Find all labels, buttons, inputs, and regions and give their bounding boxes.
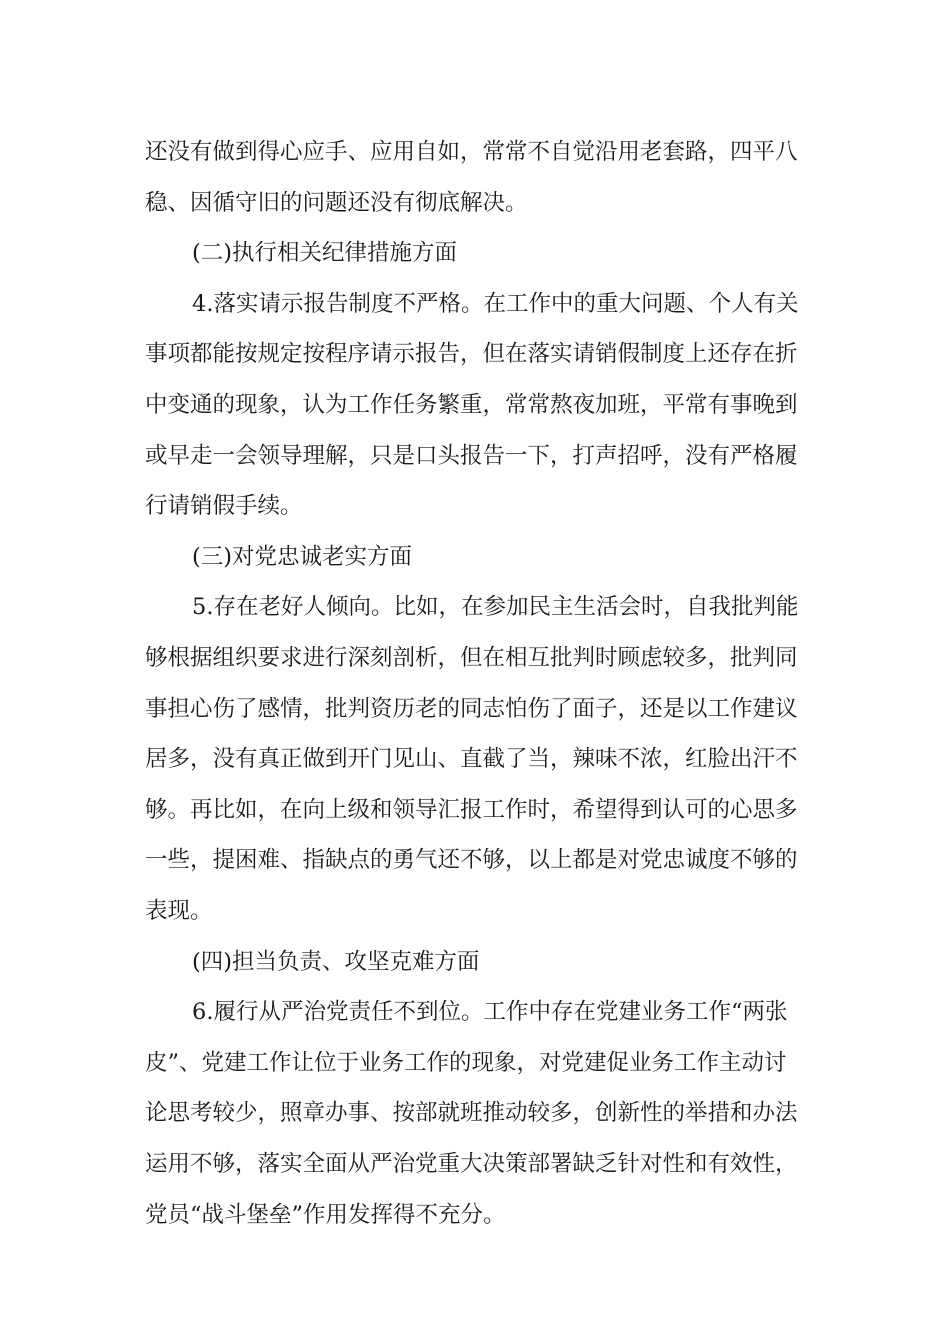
text-line: 行请销假手续。 [145, 493, 303, 519]
text-line: 还没有做到得心应手、应用自如，常常不自觉沿用老套路，四平八 [145, 139, 798, 165]
text-line: 够根据组织要求进行深刻剖析，但在相互批判时顾虑较多，批判同 [145, 645, 798, 671]
text-line: 中变通的现象，认为工作任务繁重，常常熬夜加班，平常有事晚到 [145, 392, 798, 418]
text-line: 4.落实请示报告制度不严格。在工作中的重大问题、个人有关 [192, 291, 799, 317]
text-line: (四)担当负责、攻坚克难方面 [192, 949, 480, 975]
text-line: 论思考较少，照章办事、按部就班推动较多，创新性的举措和办法 [145, 1100, 798, 1126]
text-line: 或早走一会领导理解，只是口头报告一下，打声招呼，没有严格履 [145, 443, 798, 469]
text-line: (二)执行相关纪律措施方面 [192, 240, 458, 266]
text-line: 皮”、党建工作让位于业务工作的现象，对党建促业务工作主动讨 [145, 1050, 787, 1076]
text-line: 运用不够，落实全面从严治党重大决策部署缺乏针对性和有效性， [145, 1151, 798, 1177]
text-line: 够。再比如，在向上级和领导汇报工作时，希望得到认可的心思多 [145, 797, 798, 823]
text-line: 党员“战斗堡垒”作用发挥得不充分。 [145, 1202, 506, 1228]
text-line: 表现。 [145, 898, 213, 924]
text-line: 6.履行从严治党责任不到位。工作中存在党建业务工作“两张 [192, 999, 788, 1025]
text-line: 5.存在老好人倾向。比如，在参加民主生活会时，自我批判能 [192, 594, 799, 620]
text-line: 事项都能按规定按程序请示报告，但在落实请销假制度上还存在折 [145, 341, 798, 367]
text-line: 事担心伤了感情，批判资历老的同志怕伤了面子，还是以工作建议 [145, 696, 798, 722]
text-line: 一些，提困难、指缺点的勇气还不够，以上都是对党忠诚度不够的 [145, 847, 798, 873]
text-line: 居多，没有真正做到开门见山、直截了当，辣味不浓，红脸出汗不 [145, 746, 798, 772]
text-line: (三)对党忠诚老实方面 [192, 544, 413, 570]
text-line: 稳、因循守旧的问题还没有彻底解决。 [145, 190, 528, 216]
